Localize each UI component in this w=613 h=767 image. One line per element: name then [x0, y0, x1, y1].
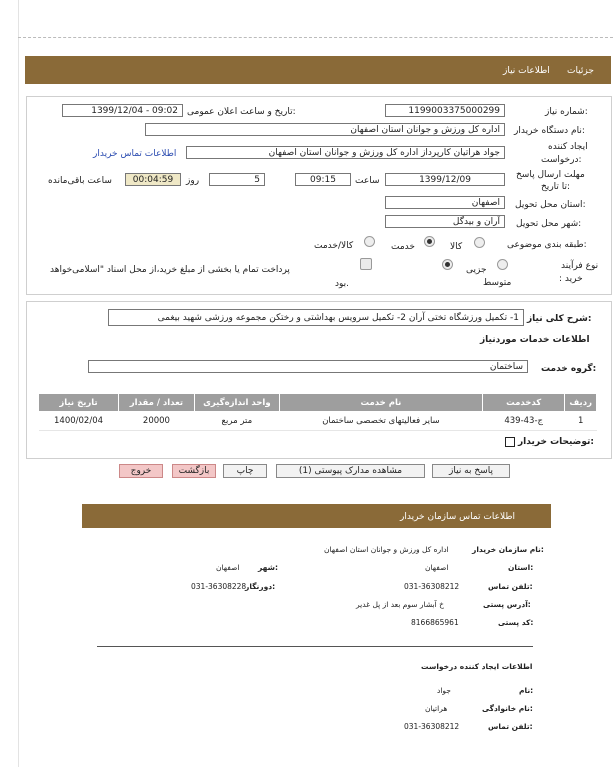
print-button[interactable]: چاپ	[223, 464, 267, 478]
buyer-contact-link[interactable]: اطلاعات تماس خریدار	[93, 149, 177, 159]
process-medium-radio[interactable]	[442, 259, 453, 270]
services-table	[38, 393, 597, 431]
contact-city-value: اصفهان	[216, 563, 240, 572]
creator-first-name-label: نام:	[519, 686, 534, 695]
contact-province-label: استان:	[508, 563, 534, 572]
tab-need-info[interactable]: اطلاعات نیاز	[503, 66, 550, 76]
table-row[interactable]	[39, 412, 597, 431]
contact-phone-label: تلفن تماس:	[488, 582, 533, 591]
process-medium-label: متوسط	[483, 278, 512, 288]
creator-last-name-label: نام خانوادگی:	[482, 704, 533, 713]
process-label-line1: نوع فرآیند	[561, 261, 599, 271]
creator-label-line1: ایجاد کننده	[548, 142, 588, 152]
creator-label-line2: درخواست:	[541, 155, 582, 165]
services-table-header	[39, 394, 597, 412]
contact-fax-label: دورنگار:	[245, 582, 276, 591]
col-service-name: نام خدمت	[279, 394, 482, 412]
cell-quantity: 20000	[119, 412, 195, 431]
services-section-title: اطلاعات خدمات موردنیاز	[480, 335, 590, 345]
service-group-field: ساختمان	[88, 360, 528, 373]
creator-info-title: اطلاعات ایجاد کننده درخواست	[421, 662, 533, 671]
announce-date-field: 1399/12/04 - 09:02	[62, 104, 183, 117]
cell-service-name: سایر فعالیتهای تخصصی ساختمان	[279, 412, 482, 431]
creator-phone-value: 031-36308212	[404, 722, 460, 731]
col-quantity: تعداد / مقدار	[119, 394, 195, 412]
contact-fax-value: 031-36308228	[191, 582, 247, 591]
contact-org-value: اداره کل ورزش و جوانان استان اصفهان	[324, 545, 449, 554]
buyer-org-field: اداره کل ورزش و جوانان استان اصفهان	[145, 123, 505, 136]
days-field: 5	[209, 173, 265, 186]
treasury-note-line2: بود.	[335, 279, 350, 289]
contact-postal-label: کد پستی:	[498, 618, 534, 627]
col-unit: واحد اندازه‌گیری	[194, 394, 279, 412]
reply-button[interactable]: پاسخ به نیاز	[432, 464, 510, 478]
need-number-field: 1199003375000299	[385, 104, 505, 117]
need-number-label: شماره نیاز:	[545, 107, 588, 117]
delivery-province-field: اصفهان	[385, 196, 505, 209]
cell-row-number: 1	[565, 412, 597, 431]
deadline-label-line2: تا تاریخ:	[541, 182, 571, 192]
top-dashed-divider	[18, 37, 613, 38]
creator-phone-label: تلفن تماس:	[488, 722, 533, 731]
category-goods-radio[interactable]	[474, 237, 485, 248]
category-service-radio[interactable]	[424, 236, 435, 247]
contact-province-value: اصفهان	[425, 563, 449, 572]
delivery-city-label: شهر محل تحویل:	[516, 219, 582, 229]
deadline-label-line1: مهلت ارسال پاسخ	[516, 170, 585, 180]
process-label-line2: : خرید	[559, 274, 583, 284]
category-service-label: خدمت	[391, 242, 415, 252]
creator-last-name-value: هراتیان	[425, 704, 448, 713]
creator-first-name-value: جواد	[437, 686, 451, 695]
need-description-field: 1- تکمیل ورزشگاه تختی آران 2- تکمیل سرویس بهداشتی و رختکن مجموعه ورزشی شهید بیغمی	[108, 309, 524, 326]
announce-date-label: تاریخ و ساعت اعلان عمومی:	[187, 107, 296, 117]
category-goods-service-radio[interactable]	[364, 236, 375, 247]
category-label: طبقه بندی موضوعی:	[507, 240, 587, 250]
category-goods-service-label: کالا/خدمت	[314, 241, 354, 251]
days-label: روز	[186, 176, 200, 186]
deadline-time-label: ساعت	[355, 176, 380, 186]
remaining-time-label: ساعت باقی‌مانده	[48, 176, 112, 186]
contact-postal-value: 8166865961	[411, 618, 459, 627]
contact-divider	[97, 646, 533, 647]
creator-field: جواد هراتیان کارپرداز اداره کل ورزش و جوانان استان اصفهان	[186, 146, 505, 159]
buyer-org-label: نام دستگاه خریدار:	[514, 126, 585, 136]
treasury-checkbox[interactable]	[360, 258, 372, 270]
contact-address-value: خ آبشار سوم بعد از پل غدیر	[356, 600, 444, 609]
col-row-number: ردیف	[565, 394, 597, 412]
category-goods-label: کالا	[450, 242, 463, 252]
treasury-note-line1: پرداخت تمام یا بخشی از مبلغ خرید،از محل اسناد "اسلامی‌خواهد	[50, 265, 290, 275]
back-button[interactable]: بازگشت	[172, 464, 216, 478]
cell-need-date: 1400/02/04	[39, 412, 119, 431]
service-group-label: گروه خدمت:	[541, 364, 597, 374]
buyer-notes-checkbox[interactable]	[505, 437, 515, 447]
cell-service-code: ج-43-439	[482, 412, 564, 431]
contact-org-label: نام سازمان خریدار:	[472, 545, 544, 554]
delivery-province-label: استان محل تحویل:	[515, 200, 586, 210]
col-need-date: تاریخ نیاز	[39, 394, 119, 412]
contact-section-title: اطلاعات تماس سازمان خریدار	[400, 512, 516, 522]
delivery-city-field: آران و بیدگل	[385, 215, 505, 228]
contact-phone-value: 031-36308212	[404, 582, 460, 591]
cell-unit: متر مربع	[194, 412, 279, 431]
tab-details[interactable]: جزئیات	[567, 66, 594, 76]
deadline-time-field: 09:15	[295, 173, 351, 186]
deadline-date-field: 1399/12/09	[385, 173, 505, 186]
page-left-border	[18, 0, 19, 767]
col-service-code: کدخدمت	[482, 394, 564, 412]
buyer-notes-label: توضیحات خریدار:	[518, 437, 594, 447]
contact-city-label: شهر:	[258, 563, 278, 572]
exit-button[interactable]: خروج	[119, 464, 163, 478]
contact-address-label: آدرس پستی:	[483, 600, 531, 609]
need-description-label: شرح کلی نیاز:	[527, 314, 592, 324]
process-partial-label: جزیی	[466, 265, 487, 275]
view-attachments-button[interactable]: مشاهده مدارک پیوستی (1)	[276, 464, 425, 478]
remaining-time-field: 00:04:59	[125, 173, 181, 186]
process-partial-radio[interactable]	[497, 259, 508, 270]
